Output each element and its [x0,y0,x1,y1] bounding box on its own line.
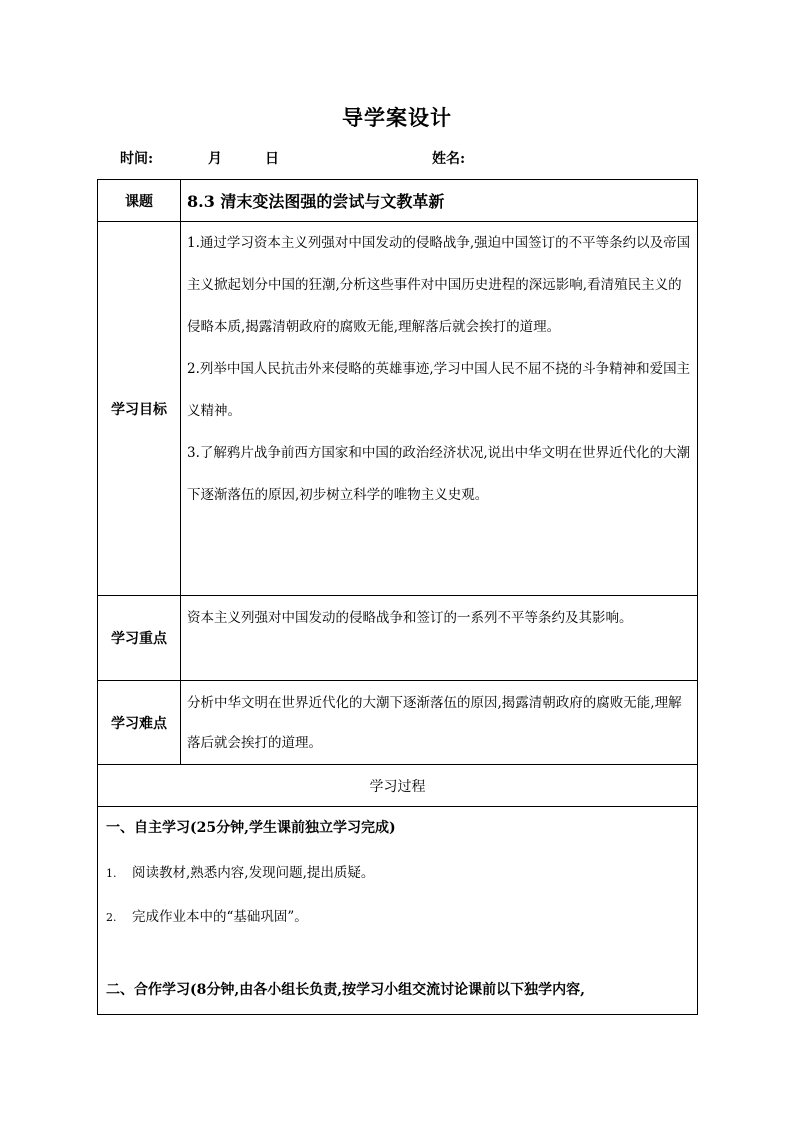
process-row [98,765,698,807]
list-item [98,905,697,979]
name-label: 姓名: [432,151,466,167]
goal-item: 2.列举中国人民抗击外来侵略的英雄事迹,学习中国人民不屈不挠的斗争精神和爱国主义精神。 [187,361,691,419]
goal-item: 1.通过学习资本主义列强对中国发动的侵略战争,强迫中国签订的不平等条约以及帝国主义掀起划分中国的狂潮,分析这些事件对中国历史进程的深远影响,看清殖民主义的侵略本质,揭露清朝政府的腐败无能,理解落后就会挨打的道理。 [187,235,691,335]
topic-value: 8.3 清末变法图强的尝试与文教革新 [181,180,698,222]
list-item-number: 2. [106,911,117,924]
month-label: 月 [208,151,222,167]
difficulty-label: 学习难点 [98,681,181,765]
goals-row [98,222,698,596]
section-2-title: 二、合作学习(8分钟,由各小组长负责,按学习小组交流讨论课前以下独学内容, [106,982,585,998]
day-label: 日 [265,151,279,167]
process-heading: 学习过程 [98,765,698,807]
lesson-plan-table [97,179,698,1015]
difficulty-text: 分析中华文明在世界近代化的大潮下逐渐落伍的原因,揭露清朝政府的腐败无能,理解落后就会挨打的道理。 [181,681,698,765]
list-item [98,861,697,905]
goals-label: 学习目标 [98,222,181,596]
document-title: 导学案设计 [342,105,452,130]
focus-row [98,596,698,681]
list-item-text: 完成作业本中的“基础巩固”。 [132,909,308,925]
topic-row [98,180,698,222]
process-content-row [98,807,698,1015]
process-content [98,807,698,1015]
time-label: 时间: [120,151,154,167]
focus-text: 资本主义列强对中国发动的侵略战争和签订的一系列不平等条约及其影响。 [181,596,698,681]
goal-item: 3.了解鸦片战争前西方国家和中国的政治经济状况,说出中华文明在世界近代化的大潮下逐渐落伍的原因,初步树立科学的唯物主义史观。 [187,445,691,503]
list-item-number: 1. [106,867,117,880]
section-1-title: 一、自主学习(25分钟,学生课前独立学习完成) [106,820,396,836]
list-item-text: 阅读教材,熟悉内容,发现问题,提出质疑。 [132,865,375,881]
focus-label: 学习重点 [98,596,181,681]
difficulty-row [98,681,698,765]
goals-cell [181,222,698,596]
topic-label: 课题 [98,180,181,222]
